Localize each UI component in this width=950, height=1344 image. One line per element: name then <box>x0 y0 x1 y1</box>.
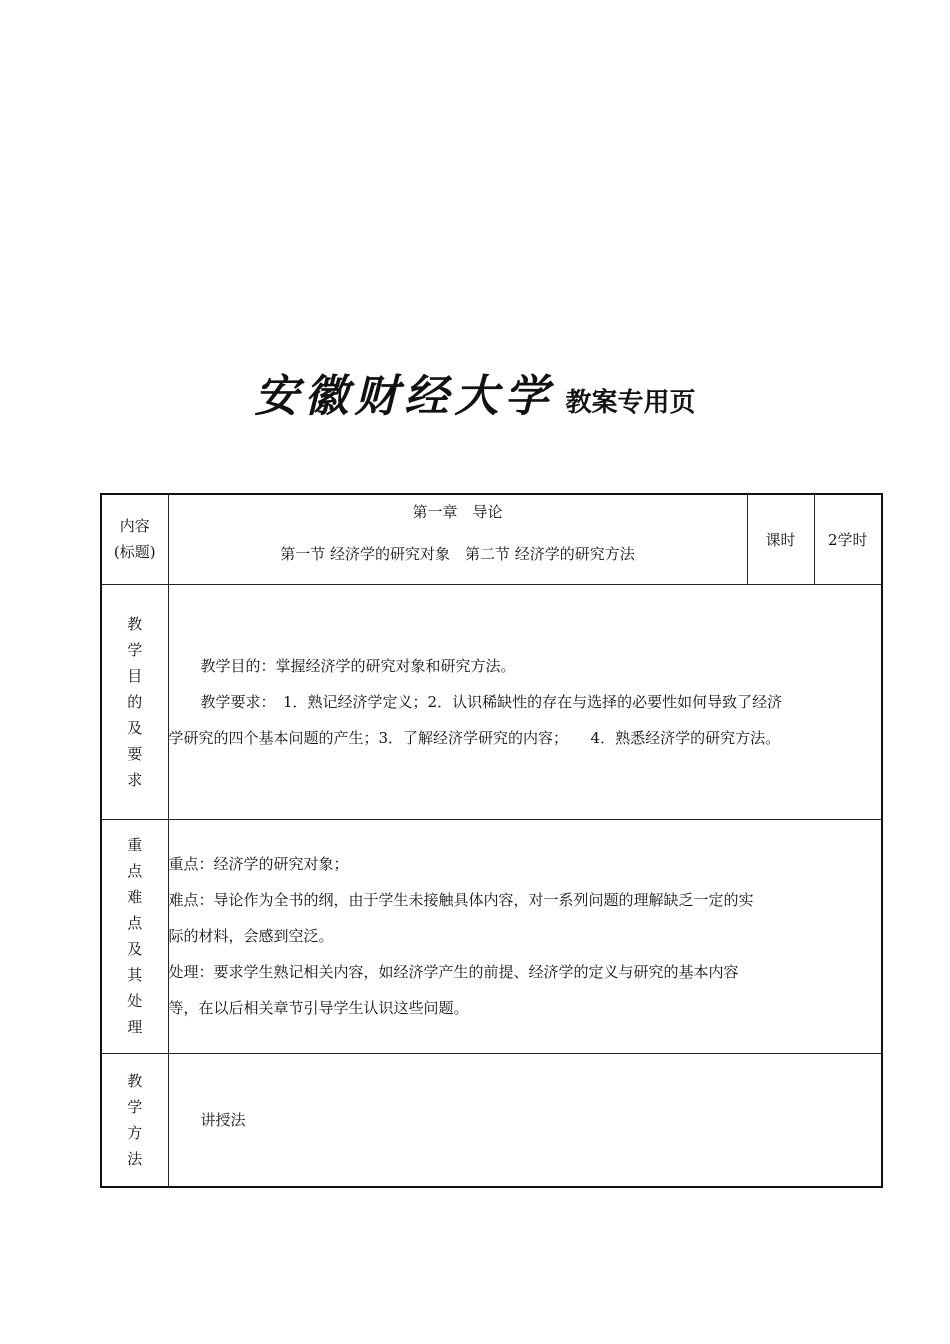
teaching-requirements: 教学要求： 1．熟记经济学定义；2．认识稀缺性的存在与选择的必要性如何导致了经济 <box>200 692 783 711</box>
lesson-plan-table <box>100 493 883 1188</box>
chapter-title: 第一章 导论 <box>412 503 503 522</box>
title-cell <box>168 494 747 584</box>
goals-content <box>168 584 882 819</box>
teaching-requirements-cont: 学研究的四个基本问题的产生；3．了解经济学研究的内容； 4．熟悉经济学的研究方法。 <box>168 728 781 747</box>
hours-value: 2学时 <box>814 494 882 584</box>
difficult-point-cont: 际的材料，会感到空泛。 <box>168 927 334 945</box>
page-type-title: 教案专用页 <box>565 388 696 418</box>
page-header <box>0 360 950 424</box>
keypoints-row <box>101 819 882 1053</box>
method-content <box>168 1053 882 1187</box>
key-point: 重点：经济学的研究对象； <box>168 855 349 873</box>
keypoints-label: 重 点 难 点 及 其 处 理 <box>101 819 168 1053</box>
difficult-point: 难点：导论作为全书的纲，由于学生未接触具体内容，对一系列问题的理解缺乏一定的实 <box>168 891 754 909</box>
teaching-purpose: 教学目的：掌握经济学的研究对象和研究方法。 <box>200 656 516 675</box>
teaching-method: 讲授法 <box>200 1110 246 1129</box>
title-row <box>101 494 882 584</box>
hours-label: 课时 <box>747 494 814 584</box>
keypoints-content <box>168 819 882 1053</box>
goals-row <box>101 584 882 819</box>
handling-cont: 等，在以后相关章节引导学生认识这些问题。 <box>168 999 469 1017</box>
content-label-sub: (标题) <box>113 543 156 562</box>
method-label: 教 学 方 法 <box>101 1053 168 1187</box>
goals-label: 教 学 目 的 及 要 求 <box>101 584 168 819</box>
handling: 处理：要求学生熟记相关内容，如经济学产生的前提、经济学的定义与研究的基本内容 <box>168 963 739 981</box>
method-row <box>101 1053 882 1187</box>
content-label: 内容 <box>119 517 150 536</box>
section-titles: 第一节 经济学的研究对象 第二节 经济学的研究方法 <box>280 545 635 564</box>
university-logo-text: 安徽财经大学 <box>254 371 555 422</box>
content-label-cell <box>101 494 168 584</box>
